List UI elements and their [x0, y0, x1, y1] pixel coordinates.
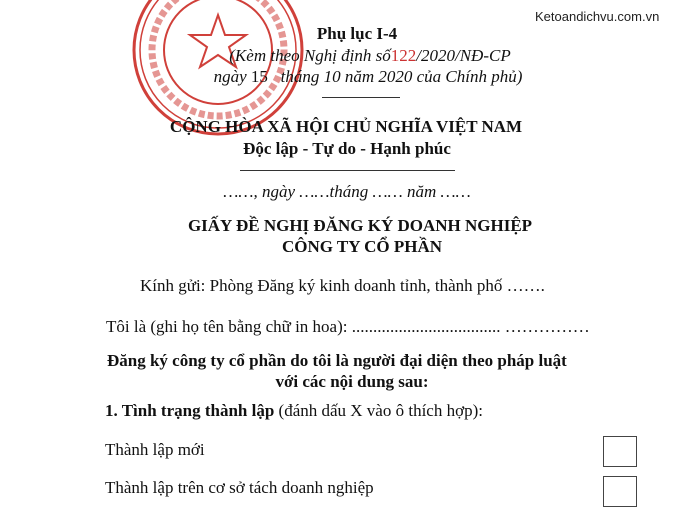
section-1-heading [105, 402, 483, 420]
intro-line-1: Đăng ký công ty cổ phần do tôi là người đại diện theo pháp luật [107, 351, 567, 370]
day-prefix: ngày [213, 67, 247, 86]
decree-prefix: (Kèm theo Nghị định số [229, 46, 391, 65]
national-title: CỘNG HÒA XÃ HỘI CHỦ NGHĨA VIỆT NAM [169, 117, 523, 136]
divider [322, 97, 400, 98]
appendix-title: Phụ lục I-4 [316, 24, 398, 43]
form-subtitle: CÔNG TY CỔ PHẦN [281, 237, 443, 256]
decree-number: 122 [390, 46, 417, 65]
day-suffix: tháng 10 năm 2020 của Chính phủ) [280, 67, 523, 86]
option-label: Thành lập mới [105, 440, 205, 459]
day-number: 15 [250, 67, 268, 86]
checkbox-new-establishment[interactable] [603, 436, 637, 467]
appendix-decree-line [229, 47, 510, 65]
watermark: Ketoandichvu.com.vn [535, 9, 660, 24]
divider [240, 170, 455, 171]
national-motto: Độc lập - Tự do - Hạnh phúc [243, 139, 451, 158]
date-line: ……, ngày ……tháng …… năm …… [223, 182, 471, 201]
appendix-date-line [214, 68, 523, 86]
decree-suffix: /2020/NĐ-CP [416, 46, 511, 65]
intro-line-2: với các nội dung sau: [275, 372, 429, 391]
recipient-line: Kính gửi: Phòng Đăng ký kinh doanh tỉnh, thành phố ……. [140, 276, 545, 295]
name-field-line[interactable]: Tôi là (ghi họ tên bằng chữ in hoa): ................................... …………… [106, 317, 590, 336]
form-title: GIẤY ĐỀ NGHỊ ĐĂNG KÝ DOANH NGHIỆP [187, 216, 533, 235]
checkbox-split-establishment[interactable] [603, 476, 637, 507]
section-1-title: 1. Tình trạng thành lập [105, 401, 275, 420]
option-label: Thành lập trên cơ sở tách doanh nghiệp [105, 478, 374, 497]
section-1-note: (đánh dấu X vào ô thích hợp): [274, 401, 483, 420]
